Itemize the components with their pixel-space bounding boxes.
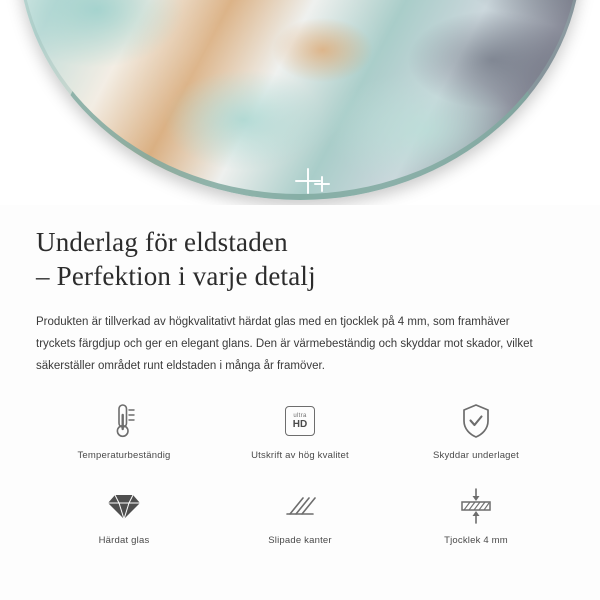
- feature-item-tempered-glass: [36, 483, 212, 546]
- feature-item-surface-protection: [388, 398, 564, 461]
- diamond-icon: [105, 483, 143, 529]
- hero-image: [0, 0, 600, 205]
- page-title: [36, 225, 564, 293]
- page-title-line-1: Underlag för eldstaden: [36, 227, 288, 257]
- ultra-hd-badge-top: ultra: [293, 412, 307, 419]
- thickness-icon: [456, 483, 496, 529]
- feature-item-polished-edges: [212, 483, 388, 546]
- shield-check-icon: [459, 398, 493, 444]
- feature-item-temperature: [36, 398, 212, 461]
- ultra-hd-badge-bottom: HD: [292, 418, 308, 430]
- round-glass-plate-image: [18, 0, 582, 200]
- feature-label: Skyddar underlaget: [433, 450, 519, 461]
- feature-grid: [36, 398, 564, 546]
- feature-item-thickness: [388, 483, 564, 546]
- thermometer-icon: [107, 398, 141, 444]
- feature-label: Härdat glas: [98, 535, 150, 546]
- product-description: Produkten är tillverkad av högkvalitativt härdat glas med en tjocklek på 4 mm, som framhäver tryckets färgdjup och ger en elegant glans. Den är värmebeständig och skyddar mot skador, vilket säkerställer området runt eldstaden i många år framöver.: [36, 316, 533, 372]
- text-content: [36, 225, 564, 377]
- feature-item-print-quality: [212, 398, 388, 461]
- feature-label: Utskrift av hög kvalitet: [251, 450, 349, 461]
- feature-label: Slipade kanter: [268, 535, 332, 546]
- polished-edges-icon: [282, 483, 318, 529]
- page-title-line-2: – Perfektion i varje detalj: [36, 261, 316, 291]
- ultra-hd-icon: [285, 398, 315, 444]
- feature-label: Tjocklek 4 mm: [444, 535, 508, 546]
- feature-label: Temperaturbeständig: [77, 450, 171, 461]
